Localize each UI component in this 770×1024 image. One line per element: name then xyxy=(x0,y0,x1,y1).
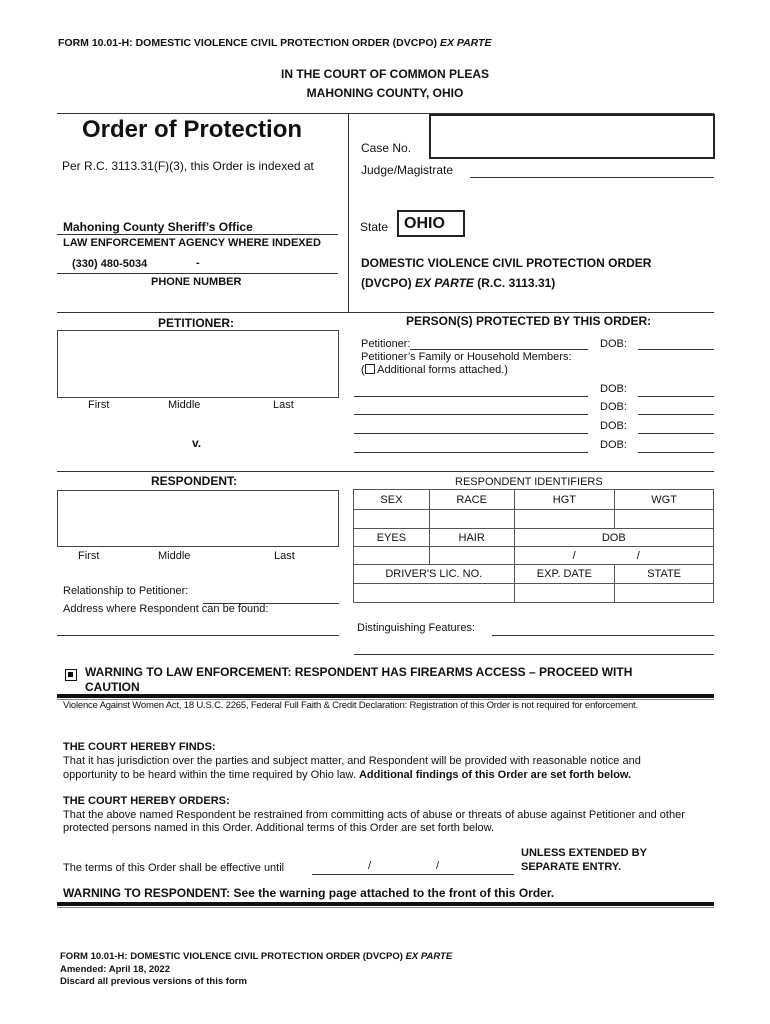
ident-wgt: WGT xyxy=(615,490,714,510)
judge-input-line[interactable] xyxy=(470,177,714,178)
petitioner-middle: Middle xyxy=(168,399,201,411)
agency-line xyxy=(57,234,338,235)
thick-rule-1 xyxy=(57,694,714,698)
ident-state-value[interactable] xyxy=(615,584,714,603)
orders-text-2: protected persons named in this Order. Additional terms of this Order are set forth below. xyxy=(63,822,495,834)
order-type-line2 xyxy=(361,276,555,290)
court-line-1: IN THE COURT OF COMMON PLEAS xyxy=(281,67,489,81)
agency-phone-dash: - xyxy=(196,257,200,269)
agency-label: LAW ENFORCEMENT AGENCY WHERE INDEXED xyxy=(63,237,321,249)
state-box: OHIO xyxy=(397,210,465,237)
ident-race-value[interactable] xyxy=(429,510,514,529)
additional-forms-label: Additional forms attached.) xyxy=(377,364,508,376)
warning-le-line1: WARNING TO LAW ENFORCEMENT: RESPONDENT HAS FIREARMS ACCESS – PROCEED WITH xyxy=(85,665,633,679)
family-line-2[interactable] xyxy=(354,414,588,415)
findings-text-bold: Additional findings of this Order are set forth below. xyxy=(358,769,632,781)
distinguishing-line-2[interactable] xyxy=(354,654,714,655)
dob-label-4: DOB: xyxy=(600,420,627,432)
dob-sep-2: / xyxy=(636,549,640,562)
ident-sex: SEX xyxy=(354,490,430,510)
dob-line-1[interactable] xyxy=(638,349,714,350)
ident-sex-value[interactable] xyxy=(354,510,430,529)
ident-eyes: EYES xyxy=(354,529,430,547)
dob-sep-1: / xyxy=(572,549,576,562)
footer-form xyxy=(60,951,452,962)
dob-line-3[interactable] xyxy=(638,414,714,415)
order-type-italic: EX PARTE xyxy=(415,276,474,290)
section-divider-petitioner xyxy=(57,312,714,313)
ident-race: RACE xyxy=(429,490,514,510)
identifiers-table xyxy=(353,489,714,603)
respondent-heading: RESPONDENT: xyxy=(151,474,238,488)
petitioner-heading: PETITIONER: xyxy=(158,316,235,330)
firearms-checkbox[interactable] xyxy=(65,669,77,681)
order-type-line1: DOMESTIC VIOLENCE CIVIL PROTECTION ORDER xyxy=(361,256,652,270)
additional-forms xyxy=(361,364,508,376)
effective-sep-2: / xyxy=(436,860,440,872)
family-line-1[interactable] xyxy=(354,396,588,397)
ident-hair: HAIR xyxy=(429,529,514,547)
ident-hgt-value[interactable] xyxy=(514,510,615,529)
form-header-text: FORM 10.01-H: DOMESTIC VIOLENCE CIVIL PROTECTION ORDER (DVCPO) xyxy=(58,37,440,49)
dob-label-2: DOB: xyxy=(600,383,627,395)
dob-label-3: DOB: xyxy=(600,401,627,413)
agency-phone: (330) 480-5034 xyxy=(72,258,148,270)
protected-petitioner-label: Petitioner: xyxy=(361,338,411,350)
findings-heading: THE COURT HEREBY FINDS: xyxy=(63,741,216,753)
ident-drivers-lic: DRIVER'S LIC. NO. xyxy=(354,565,515,584)
effective-sep-1: / xyxy=(368,860,372,872)
respondent-middle: Middle xyxy=(158,550,191,562)
ident-wgt-value[interactable] xyxy=(615,510,714,529)
ident-exp-date-value[interactable] xyxy=(514,584,615,603)
respondent-first: First xyxy=(78,550,100,562)
ident-hgt: HGT xyxy=(514,490,615,510)
orders-heading: THE COURT HEREBY ORDERS: xyxy=(63,795,230,807)
effective-date-line[interactable] xyxy=(312,874,514,875)
case-no-label: Case No. xyxy=(361,141,412,155)
orders-text-1: That the above named Respondent be restrained from committing acts of abuse or threats of abuse against Petitioner and other xyxy=(63,809,685,821)
footer-amended: Amended: April 18, 2022 xyxy=(60,964,170,975)
additional-forms-paren: ( xyxy=(361,364,365,376)
petitioner-last: Last xyxy=(273,399,294,411)
relationship-label: Relationship to Petitioner: xyxy=(63,585,189,597)
footer-discard: Discard all previous versions of this form xyxy=(60,976,247,987)
court-line-2: MAHONING COUNTY, OHIO xyxy=(306,86,464,100)
family-label: Petitioner’s Family or Household Members: xyxy=(361,351,572,363)
warning-respondent: WARNING TO RESPONDENT: See the warning page attached to the front of this Order. xyxy=(63,886,555,900)
state-label: State xyxy=(360,220,389,234)
footer-form-italic: EX PARTE xyxy=(405,951,453,962)
identifiers-heading: RESPONDENT IDENTIFIERS xyxy=(455,476,603,488)
agency-name: Mahoning County Sheriff’s Office xyxy=(63,220,253,234)
dob-line-2[interactable] xyxy=(638,396,714,397)
findings-text-2: opportunity to be heard within the time required by Ohio law. xyxy=(63,769,359,781)
additional-forms-checkbox[interactable] xyxy=(365,364,375,374)
address-line[interactable] xyxy=(57,635,339,636)
dob-line-4[interactable] xyxy=(638,433,714,434)
phone-label: PHONE NUMBER xyxy=(151,276,242,288)
dob-label-1: DOB: xyxy=(600,338,627,350)
form-header-italic: EX PARTE xyxy=(439,37,492,49)
footer-form-text: FORM 10.01-H: DOMESTIC VIOLENCE CIVIL PROTECTION ORDER (DVCPO) xyxy=(60,951,406,962)
indexed-note: Per R.C. 3113.31(F)(3), this Order is indexed at xyxy=(62,159,314,173)
protected-heading: PERSON(S) PROTECTED BY THIS ORDER: xyxy=(406,314,652,328)
distinguishing-line-1[interactable] xyxy=(492,635,714,636)
ident-state: STATE xyxy=(615,565,714,584)
petitioner-first: First xyxy=(88,399,110,411)
ident-dob: DOB xyxy=(514,529,713,547)
thick-rule-2 xyxy=(57,902,714,906)
phone-line xyxy=(57,273,338,274)
effective-label: The terms of this Order shall be effective until xyxy=(63,862,285,874)
findings-text-1: That it has jurisdiction over the parties and subject matter, and Respondent will be provided with reasonable notice and xyxy=(63,755,641,767)
versus-label: v. xyxy=(192,436,202,450)
section-divider-respondent xyxy=(57,471,714,472)
ident-dob-value[interactable] xyxy=(514,547,713,565)
petitioner-name-box[interactable] xyxy=(57,330,339,398)
respondent-last: Last xyxy=(274,550,295,562)
respondent-name-box[interactable] xyxy=(57,490,339,547)
ident-hair-value[interactable] xyxy=(429,547,514,565)
dob-line-5[interactable] xyxy=(638,452,714,453)
ident-drivers-lic-value[interactable] xyxy=(354,584,515,603)
ident-eyes-value[interactable] xyxy=(354,547,430,565)
firearms-checkbox-wrap xyxy=(65,666,77,684)
extended-line2: SEPARATE ENTRY. xyxy=(521,861,622,873)
order-type-suffix: (R.C. 3113.31) xyxy=(473,276,556,290)
vawa-note: Violence Against Women Act, 18 U.S.C. 2265, Federal Full Faith & Credit Declaration: Registration of this Order is not required for enforcement. xyxy=(63,700,638,711)
order-type-prefix: (DVCPO) xyxy=(361,276,415,290)
warning-le-line2: CAUTION xyxy=(85,680,140,694)
distinguishing-label: Distinguishing Features: xyxy=(357,622,476,634)
case-no-input[interactable] xyxy=(429,114,715,159)
judge-label: Judge/Magistrate xyxy=(361,163,454,177)
form-header xyxy=(58,37,491,49)
family-line-4[interactable] xyxy=(354,452,588,453)
extended-line1: UNLESS EXTENDED BY xyxy=(521,847,647,859)
thin-rule-2 xyxy=(57,907,714,908)
family-line-3[interactable] xyxy=(354,433,588,434)
protected-petitioner-line[interactable] xyxy=(410,349,588,350)
ident-exp-date: EXP. DATE xyxy=(514,565,615,584)
vertical-divider xyxy=(348,113,349,313)
address-label: Address where Respondent can be found: xyxy=(63,603,269,615)
page-title: Order of Protection xyxy=(82,116,303,143)
dob-label-5: DOB: xyxy=(600,439,627,451)
